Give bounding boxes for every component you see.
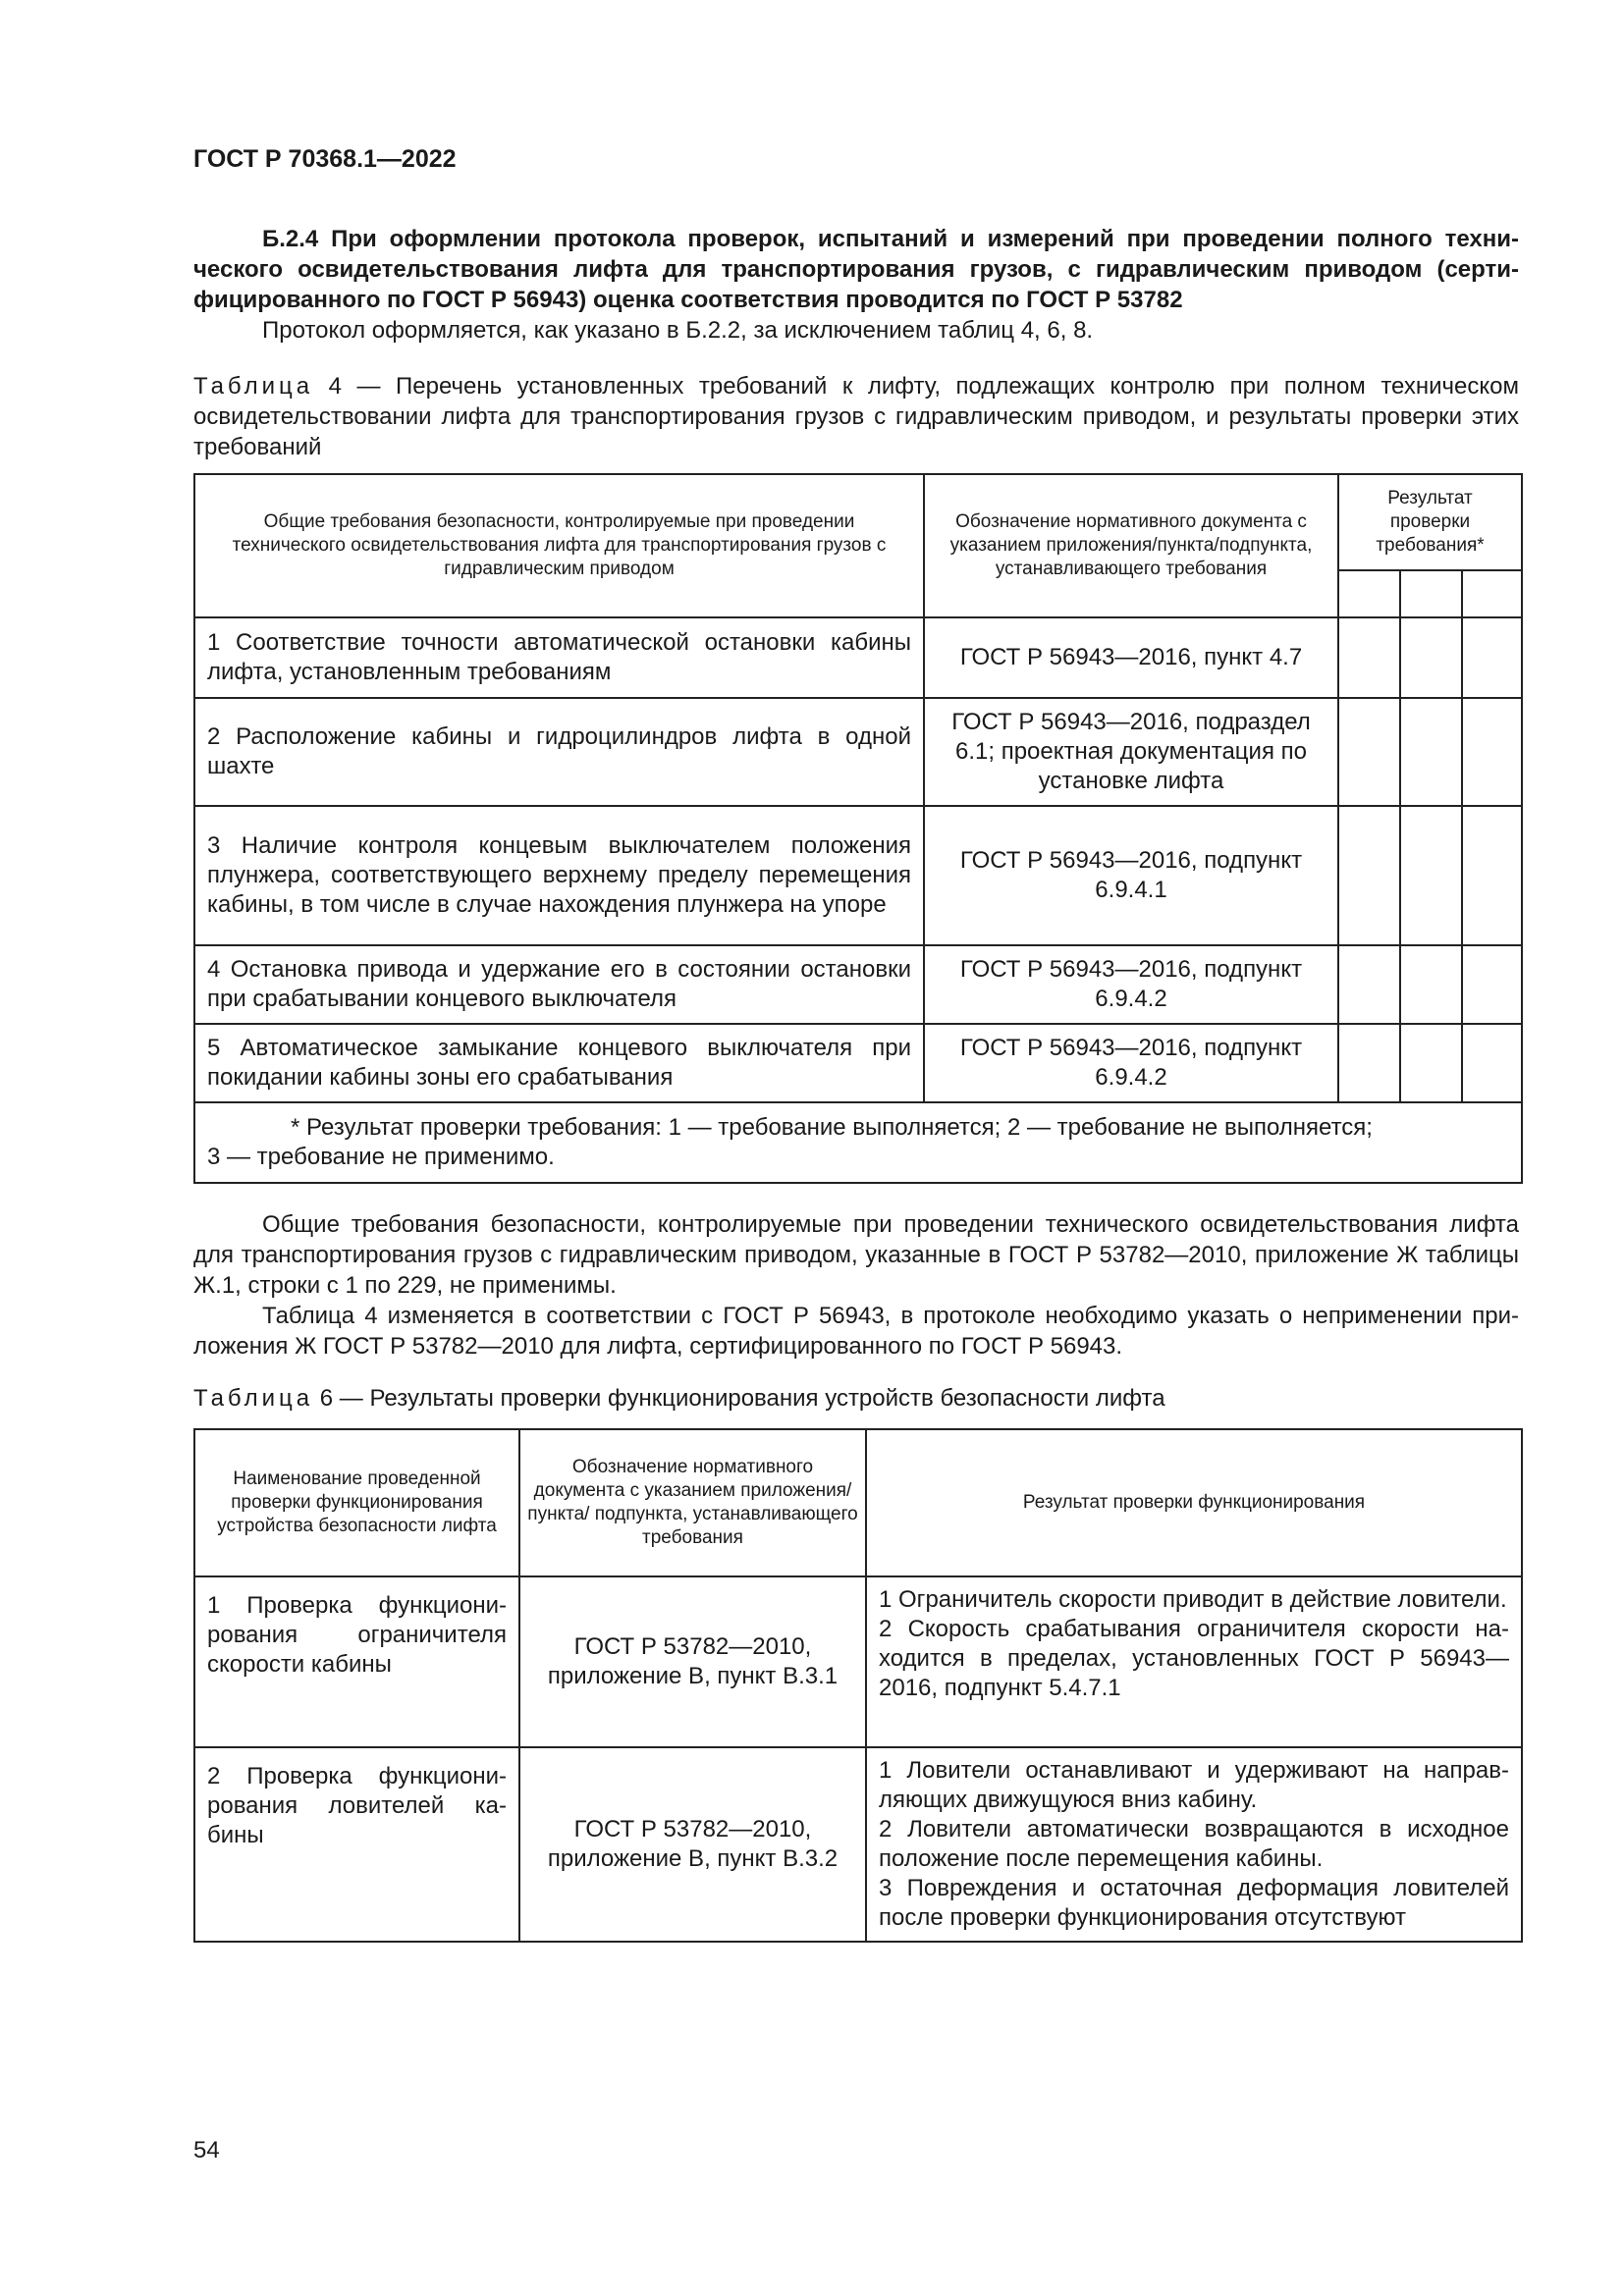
result-checkbox-2[interactable] [1400, 806, 1462, 945]
table4-caption [193, 371, 1519, 462]
table4-document: ГОСТ Р 56943—2016, пункт 4.7 [924, 617, 1338, 698]
table4-requirement: 1 Соответствие точности автоматической остановки кабины лифта, установленным требованиям [194, 617, 924, 698]
table-row [194, 617, 1522, 698]
table4-requirement: 5 Автоматическое замыкание концевого выключателя при покидании кабины зоны его срабатывания [194, 1024, 924, 1102]
result-line: 2 Скорость срабатывания ограничителя скорости находится в пределах, установленных ГОСТ Р 56943—2016, подпункт 5.4.7.1 [879, 1616, 1509, 1701]
table-row [194, 1747, 1522, 1942]
page-number: 54 [193, 2137, 220, 2163]
table4-requirement: 2 Расположение кабины и гидроцилиндров лифта в одной шахте [194, 698, 924, 806]
result-checkbox-3[interactable] [1462, 617, 1522, 698]
table-row [194, 1024, 1522, 1102]
result-checkbox-1[interactable] [1338, 698, 1400, 806]
table4-header-result: Результат проверки требования* [1338, 474, 1522, 570]
table6 [193, 1428, 1523, 1943]
table6-header-check: Наименование проведенной проверки функционирования устройства безопасности лифта [194, 1429, 519, 1576]
table4-result-subcol-1 [1338, 570, 1400, 617]
table4-document: ГОСТ Р 56943—2016, подпункт 6.9.4.1 [924, 806, 1338, 945]
table4-document: ГОСТ Р 56943—2016, подраздел 6.1; проектная документация по установке лифта [924, 698, 1338, 806]
result-checkbox-2[interactable] [1400, 1024, 1462, 1102]
table6-result [866, 1576, 1522, 1747]
table6-header-result: Результат проверки функционирования [866, 1429, 1522, 1576]
footnote-line: * Результат проверки требования: 1 — требование выполняется; 2 — требование не выполняется; [291, 1114, 1373, 1141]
result-checkbox-1[interactable] [1338, 945, 1400, 1024]
result-line: 2 Ловители автоматически возвращаются в исходное положение после перемещения кабины. [879, 1816, 1509, 1872]
result-checkbox-2[interactable] [1400, 945, 1462, 1024]
table4-document: ГОСТ Р 56943—2016, подпункт 6.9.4.2 [924, 1024, 1338, 1102]
table6-caption-label: Таблица [193, 1385, 314, 1412]
body-text [193, 1209, 1519, 1362]
table-row [194, 945, 1522, 1024]
result-line: 3 Повреждения и остаточная деформация ловителей после проверки функционирования отсутствуют [879, 1875, 1509, 1931]
result-checkbox-3[interactable] [1462, 698, 1522, 806]
table6-result [866, 1747, 1522, 1942]
result-checkbox-3[interactable] [1462, 945, 1522, 1024]
result-checkbox-2[interactable] [1400, 617, 1462, 698]
table4-caption-text: 4 — Перечень установленных требований к лифту, подлежащих контролю при полном техническом освидетельствовании лифта для транспортирования грузов с гидравлическим приводом, и результаты проверки этих требований [193, 373, 1519, 460]
result-checkbox-1[interactable] [1338, 617, 1400, 698]
table4-footnote [194, 1102, 1522, 1183]
footnote-line: 3 — требование не применимо. [207, 1144, 555, 1170]
table4-requirement: 4 Остановка привода и удержание его в состоянии остановки при срабатывании концевого выключателя [194, 945, 924, 1024]
table6-caption-text: 6 — Результаты проверки функционирования устройств безопасности лифта [319, 1385, 1165, 1412]
table4-requirement: 3 Наличие контроля концевым выключателем положения плунжера, соответствующего верхнему пределу перемещения кабины, в том числе в случае нахождения плунжера на упоре [194, 806, 924, 945]
table4-result-subcol-2 [1400, 570, 1462, 617]
result-checkbox-1[interactable] [1338, 806, 1400, 945]
table6-document: ГОСТ Р 53782—2010, приложение В, пункт В.3.2 [519, 1747, 866, 1942]
paragraph: Общие требования безопасности, контролируемые при проведении технического освидетельствования лифта для транспортирования грузов с гидравлическим приводом, указанные в ГОСТ Р 53782—2010, приложение Ж таблицы Ж.1, строки с 1 по 229, не применимы. [193, 1211, 1519, 1299]
table4-caption-label: Таблица [193, 373, 314, 400]
result-checkbox-2[interactable] [1400, 698, 1462, 806]
table4-result-subcol-3 [1462, 570, 1522, 617]
result-line: 1 Ловители останавливают и удерживают на направляющих движущуюся вниз кабину. [879, 1757, 1509, 1813]
table-row [194, 698, 1522, 806]
table4 [193, 473, 1523, 1184]
section-heading: Б.2.4 При оформлении протокола проверок, испытаний и измерений при проведении полного технического освидетельствования лифта для транспортирования грузов, с гидравлическим приводом (сертифицированного по ГОСТ Р 56943) оценка соответствия проводится по ГОСТ Р 53782 [193, 226, 1519, 313]
table6-caption [193, 1383, 1519, 1414]
table4-header-document: Обозначение нормативного документа с указанием приложения/пункта/подпункта, устанавливающего требования [924, 474, 1338, 617]
section-b24 [193, 224, 1519, 346]
protocol-note: Протокол оформляется, как указано в Б.2.2, за исключением таблиц 4, 6, 8. [262, 317, 1094, 344]
result-checkbox-1[interactable] [1338, 1024, 1400, 1102]
table-row [194, 1576, 1522, 1747]
table6-check: 1 Проверка функционирования ограничителя скорости кабины [194, 1576, 519, 1747]
paragraph: Таблица 4 изменяется в соответствии с ГОСТ Р 56943, в протоколе необходимо указать о неприменении приложения Ж ГОСТ Р 53782—2010 для лифта, сертифицированного по ГОСТ Р 56943. [193, 1303, 1519, 1360]
table6-check: 2 Проверка функционирования ловителей кабины [194, 1747, 519, 1942]
table6-header-document: Обозначение нормативного документа с указанием приложения/пункта/ подпункта, устанавливающего требования [519, 1429, 866, 1576]
table-row [194, 806, 1522, 945]
result-line: 1 Ограничитель скорости приводит в действие ловители. [879, 1586, 1507, 1613]
table6-document: ГОСТ Р 53782—2010, приложение В, пункт В.3.1 [519, 1576, 866, 1747]
document-header: ГОСТ Р 70368.1—2022 [193, 145, 457, 173]
result-checkbox-3[interactable] [1462, 806, 1522, 945]
table4-header-requirements: Общие требования безопасности, контролируемые при проведении технического освидетельствования лифта для транспортирования грузов с гидравлическим приводом [194, 474, 924, 617]
table4-document: ГОСТ Р 56943—2016, подпункт 6.9.4.2 [924, 945, 1338, 1024]
result-checkbox-3[interactable] [1462, 1024, 1522, 1102]
